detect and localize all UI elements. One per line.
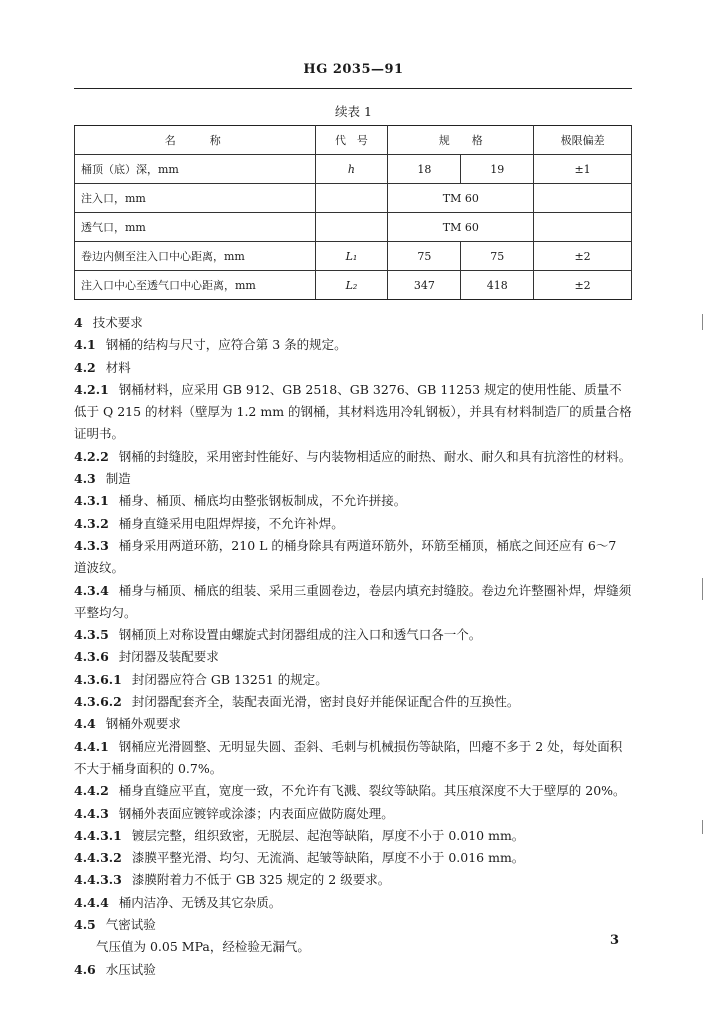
cell-spec: TM 60 [388, 184, 534, 213]
clause-text: 桶身与桶顶、桶底的组装、采用三重圆卷边，卷层内填充封缝胶。卷边允许整圈补焊，焊缝须平整均匀。 [74, 582, 632, 620]
cell-tolerance [534, 213, 632, 242]
clause [74, 513, 632, 535]
cell-symbol [315, 213, 388, 242]
clause-number: 4.3.4 [74, 582, 109, 598]
clause-text: 桶身直缝采用电阻焊焊接，不允许补焊。 [118, 515, 344, 531]
cell-symbol: L₂ [315, 271, 388, 300]
header-rule [74, 88, 632, 89]
table-row [75, 213, 632, 242]
spec-table [74, 125, 632, 300]
clause-text: 钢桶外表面应镀锌或涂漆；内表面应做防腐处理。 [118, 805, 394, 821]
header-name: 名 称 [75, 126, 316, 155]
clause [74, 914, 632, 936]
cell-tolerance: ±2 [534, 242, 632, 271]
clause [74, 780, 632, 802]
cell-spec-2: 19 [461, 155, 534, 184]
clause [74, 803, 632, 825]
clause-text: 桶身直缝应平直，宽度一致，不允许有飞溅、裂纹等缺陷。其压痕深度不大于壁厚的 20%。 [118, 783, 626, 799]
clause-number: 4.3.1 [74, 493, 109, 509]
clause-number: 4.4.3.2 [74, 850, 122, 866]
clause [74, 959, 632, 981]
clause-number: 4.4.2 [74, 783, 109, 799]
header-symbol: 代 号 [315, 126, 388, 155]
clause-number: 4.2 [74, 359, 96, 375]
cell-spec-1: 75 [388, 242, 461, 271]
clause-text: 水压试验 [105, 961, 156, 977]
clause-number: 4 [74, 315, 83, 330]
clause-number: 4.4 [74, 716, 96, 732]
cell-spec-2: 75 [461, 242, 534, 271]
clause-number: 4.4.3 [74, 805, 109, 821]
table-row [75, 271, 632, 300]
clause-text: 封闭器应符合 GB 13251 的规定。 [131, 671, 328, 687]
clause-text: 封闭器及装配要求 [118, 649, 219, 665]
table-header-row [75, 126, 632, 155]
table-row [75, 242, 632, 271]
cell-name: 注入口，mm [75, 184, 316, 213]
clause [74, 580, 632, 625]
scan-edge-mark [702, 578, 703, 600]
cell-tolerance [534, 184, 632, 213]
clause-text: 材料 [105, 359, 131, 375]
cell-name: 透气口，mm [75, 213, 316, 242]
clause-text: 气压值为 0.05 MPa，经检验无漏气。 [96, 939, 310, 955]
clause-text: 钢桶的结构与尺寸，应符合第 3 条的规定。 [105, 337, 347, 353]
standard-code-header: HG 2035—91 [303, 62, 404, 77]
clause-number: 4.3.6 [74, 649, 109, 665]
clause-number: 4.2.2 [74, 448, 109, 464]
clause [74, 736, 632, 781]
clause-text: 封闭器配套齐全，装配表面光滑，密封良好并能保证配合件的互换性。 [131, 694, 520, 710]
clause-number: 4.3.2 [74, 515, 109, 531]
clause-number: 4.5 [74, 917, 96, 933]
clause-text: 桶身采用两道环筋，210 L 的桶身除具有两道环筋外，环筋至桶顶，桶底之间还应有 6～7 道波纹。 [74, 537, 617, 576]
cell-symbol [315, 184, 388, 213]
clause-indented [74, 936, 632, 958]
clause-number: 4.3.6.2 [74, 694, 122, 710]
header-spec: 规 格 [388, 126, 534, 155]
clause-number: 4.4.3.3 [74, 872, 122, 888]
clause [74, 646, 632, 668]
clause [74, 446, 632, 468]
clause-number: 4.4.3.1 [74, 827, 122, 843]
clause-number: 4.3.6.1 [74, 671, 122, 687]
requirements-body [74, 312, 632, 981]
clause-number: 4.1 [74, 337, 96, 353]
clause-text: 钢桶外观要求 [105, 716, 181, 732]
table-row [75, 155, 632, 184]
clause-text: 气密试验 [105, 917, 156, 933]
clause-text: 钢桶顶上对称设置由螺旋式封闭器组成的注入口和透气口各一个。 [118, 627, 482, 643]
clause [74, 490, 632, 512]
scan-edge-mark [702, 820, 703, 834]
clause [74, 357, 632, 379]
clause-text: 桶身、桶顶、桶底均由整张钢板制成，不允许拼接。 [118, 493, 407, 509]
clause [74, 468, 632, 490]
cell-spec: TM 60 [388, 213, 534, 242]
cell-symbol: h [315, 155, 388, 184]
clause-text: 漆膜附着力不低于 GB 325 规定的 2 级要求。 [131, 872, 391, 888]
clause-text: 钢桶的封缝胶，采用密封性能好、与内装物相适应的耐热、耐水、耐久和具有抗溶性的材料。 [118, 448, 632, 464]
header-tolerance: 极限偏差 [534, 126, 632, 155]
scan-edge-mark [702, 314, 703, 330]
clause-number: 4.2.1 [74, 381, 109, 397]
clause [74, 847, 632, 869]
cell-spec-1: 347 [388, 271, 461, 300]
clause [74, 825, 632, 847]
clause [74, 869, 632, 891]
cell-name: 桶顶（底）深，mm [75, 155, 316, 184]
clause [74, 892, 632, 914]
clause-text: 桶内洁净、无锈及其它杂质。 [118, 894, 282, 910]
clause-number: 4.6 [74, 961, 96, 977]
cell-spec-1: 18 [388, 155, 461, 184]
clause-number: 4.3.5 [74, 627, 109, 643]
cell-spec-2: 418 [461, 271, 534, 300]
clause-number: 4.4.1 [74, 738, 109, 754]
section-heading [74, 312, 632, 334]
clause-text: 镀层完整，组织致密，无脱层、起泡等缺陷，厚度不小于 0.010 mm。 [131, 827, 525, 843]
clause-number: 4.3.3 [74, 537, 109, 553]
clause [74, 535, 632, 580]
cell-tolerance: ±2 [534, 271, 632, 300]
clause [74, 713, 632, 735]
clause-text: 钢桶材料，应采用 GB 912、GB 2518、GB 3276、GB 11253 规定的使用性能、质量不低于 Q 215 的材料（壁厚为 1.2 mm 的钢桶，其材料选用冷轧钢板），并具有材料制造厂的质量合格证明书。 [74, 381, 632, 442]
cell-name: 卷边内侧至注入口中心距离，mm [75, 242, 316, 271]
clause [74, 691, 632, 713]
clause-number: 4.4.4 [74, 894, 109, 910]
page-number: 3 [610, 933, 620, 948]
cell-name: 注入口中心至透气口中心距离，mm [75, 271, 316, 300]
table-caption: 续表 1 [335, 104, 372, 119]
clause-text: 漆膜平整光滑、均匀、无流淌、起皱等缺陷，厚度不小于 0.016 mm。 [131, 850, 525, 866]
clause [74, 624, 632, 646]
clause-text: 技术要求 [92, 315, 143, 330]
clause-number: 4.3 [74, 471, 96, 487]
cell-symbol: L₁ [315, 242, 388, 271]
clause-text: 钢桶应光滑圆整、无明显失圆、歪斜、毛刺与机械损伤等缺陷，凹瘪不多于 2 处，每处面积不大于桶身面积的 0.7%。 [74, 738, 623, 776]
table-row [75, 184, 632, 213]
clause-text: 制造 [105, 471, 131, 487]
cell-tolerance: ±1 [534, 155, 632, 184]
clause [74, 334, 632, 356]
clause [74, 379, 632, 446]
clause [74, 669, 632, 691]
